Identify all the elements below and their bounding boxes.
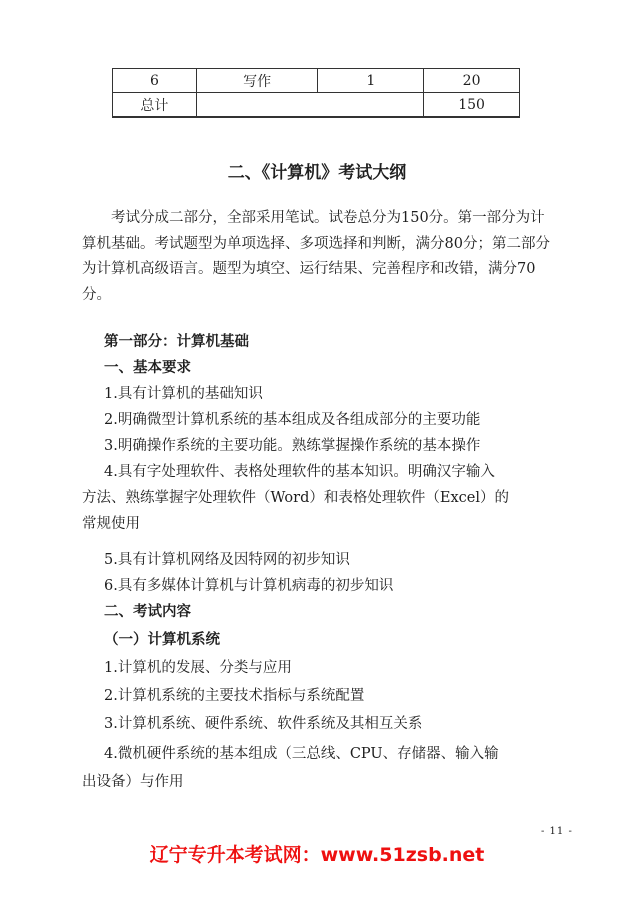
content-item: 1.计算机的发展、分类与应用 xyxy=(104,660,292,676)
part1-heading: 第一部分：计算机基础 xyxy=(104,334,249,350)
requirement-item: 4.具有字处理软件、表格处理软件的基本知识。明确汉字输入 xyxy=(104,464,495,480)
requirement-item-continued: 方法、熟练掌握字处理软件（Word）和表格处理软件（Excel）的 xyxy=(82,490,509,506)
subsection1-heading: （一）计算机系统 xyxy=(104,632,220,648)
intro-paragraph: 考试分成二部分，全部采用笔试。试卷总分为150分。第一部分为计算机基础。考试题型为单项选择、多项选择和判断，满分80分；第二部分为计算机高级语言。题型为填空、运行结果、完善程序和改错，满分70分。 xyxy=(82,210,550,303)
table-cell-count: 1 xyxy=(318,69,424,93)
section1-heading: 一、基本要求 xyxy=(104,360,191,376)
requirement-item: 3.明确操作系统的主要功能。熟练掌握操作系统的基本操作 xyxy=(104,438,481,454)
table-row xyxy=(113,69,520,93)
table-cell-name xyxy=(196,93,423,118)
content-item: 3.计算机系统、硬件系统、软件系统及其相互关系 xyxy=(104,716,423,732)
requirement-item-continued: 常规使用 xyxy=(82,516,140,532)
requirement-item: 5.具有计算机网络及因特网的初步知识 xyxy=(104,552,350,568)
score-table xyxy=(112,68,520,118)
requirement-item: 6.具有多媒体计算机与计算机病毒的初步知识 xyxy=(104,578,394,594)
table-row xyxy=(113,93,520,118)
content-item-continued: 出设备）与作用 xyxy=(82,774,184,790)
table-cell-score: 20 xyxy=(424,69,520,93)
section-title: 二、《计算机》考试大纲 xyxy=(227,163,407,183)
content-item: 2.计算机系统的主要技术指标与系统配置 xyxy=(104,688,365,704)
table-cell-score: 150 xyxy=(424,93,520,118)
requirement-item: 1.具有计算机的基础知识 xyxy=(104,386,263,402)
table-cell-name: 写作 xyxy=(196,69,318,93)
requirement-item: 2.明确微型计算机系统的基本组成及各组成部分的主要功能 xyxy=(104,412,481,428)
watermark-text: 辽宁专升本考试网：www.51zsb.net xyxy=(149,844,485,866)
content-item: 4.微机硬件系统的基本组成（三总线、CPU、存储器、输入输 xyxy=(104,746,499,762)
table-cell-no: 6 xyxy=(113,69,197,93)
page-number: - 11 - xyxy=(541,826,573,837)
table-cell-no: 总计 xyxy=(113,93,197,118)
section2-heading: 二、考试内容 xyxy=(104,604,191,620)
